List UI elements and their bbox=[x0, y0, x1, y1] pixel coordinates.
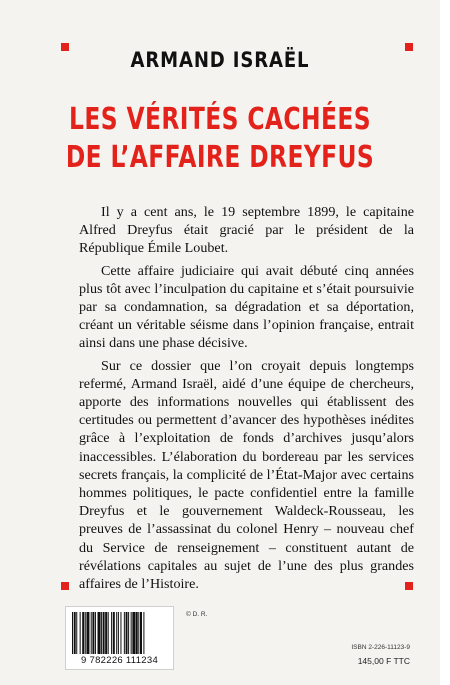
barcode-bar bbox=[86, 612, 89, 654]
barcode-bar bbox=[136, 612, 138, 654]
barcode-bar bbox=[131, 612, 132, 654]
corner-mark-bottom-left bbox=[61, 582, 69, 590]
book-title-line-2: DE L’AFFAIRE DREYFUS bbox=[65, 140, 375, 175]
barcode-bar bbox=[108, 612, 109, 654]
barcode-bar bbox=[132, 612, 135, 654]
page-edge bbox=[440, 0, 450, 685]
author-name: ARMAND ISRAËL bbox=[130, 48, 310, 72]
blurb-text bbox=[79, 203, 414, 597]
book-title-line-1: LES VÉRITÉS CACHÉES bbox=[69, 102, 371, 137]
barcode-bar bbox=[82, 612, 84, 654]
blurb-paragraph-2: Cette affaire judiciaire qui avait débuté cinq années plus tôt avec l’inculpation du capitaine et s’était poursuivie par sa condamnation, sa dégradation et sa déportation, créant un véritable séisme dans l’opinion française, entrait ainsi dans une phase décisive. bbox=[79, 262, 414, 352]
barcode-bar bbox=[101, 612, 102, 654]
barcode-bar bbox=[116, 612, 117, 654]
barcode-bars bbox=[72, 612, 167, 654]
barcode bbox=[65, 606, 174, 670]
barcode-bar bbox=[105, 612, 107, 654]
barcode-bar bbox=[92, 612, 94, 654]
barcode-bar bbox=[103, 612, 105, 654]
isbn-number: ISBN 2-226-11123-9 bbox=[351, 644, 410, 651]
barcode-number: 9 782226 111234 bbox=[80, 655, 159, 666]
barcode-bar bbox=[91, 612, 92, 654]
barcode-bar bbox=[98, 612, 101, 654]
barcode-bar bbox=[113, 612, 115, 654]
blurb-paragraph-3: Sur ce dossier que l’on croyait depuis longtemps refermé, Armand Israël, aidé d’une équipe de chercheurs, apporte des informations nouvelles qui établissent des certitudes ou permettent d’avancer des hypothèses inédites grâce à l’exploitation de fonds d’archives jusqu’alors inaccessibles. L’élaboration du bordereau par les services secrets français, la complicité de l’État-Major avec certains hommes politiques, le pacte confidentiel entre la famille Dreyfus et le gouvernement Waldeck-Rousseau, les preuves de l’assassinat du colonel Henry – nouveau chef du Service de renseignement – constituent autant de révélations capitales au sujet de l’une des plus grandes affaires de l’Histoire. bbox=[79, 357, 414, 593]
barcode-bar bbox=[95, 612, 96, 654]
barcode-bar bbox=[111, 612, 112, 654]
barcode-bar bbox=[124, 612, 125, 654]
barcode-bar bbox=[128, 612, 129, 654]
barcode-bar bbox=[72, 612, 73, 654]
barcode-bar bbox=[80, 612, 81, 654]
barcode-bar bbox=[118, 612, 119, 654]
barcode-bar bbox=[120, 612, 121, 654]
barcode-bar bbox=[74, 612, 76, 654]
barcode-bar bbox=[85, 612, 86, 654]
copyright-notice: © D. R. bbox=[186, 611, 208, 618]
blurb-paragraph-1: Il y a cent ans, le 19 septembre 1899, le capitaine Alfred Dreyfus était gracié par le président de la République Émile Loubet. bbox=[79, 204, 414, 257]
barcode-bar bbox=[138, 612, 139, 654]
barcode-bar bbox=[143, 612, 144, 654]
barcode-bar bbox=[140, 612, 142, 654]
barcode-bar bbox=[126, 612, 128, 654]
barcode-bar bbox=[76, 612, 77, 654]
price-label: 145,00 F TTC bbox=[357, 656, 410, 666]
